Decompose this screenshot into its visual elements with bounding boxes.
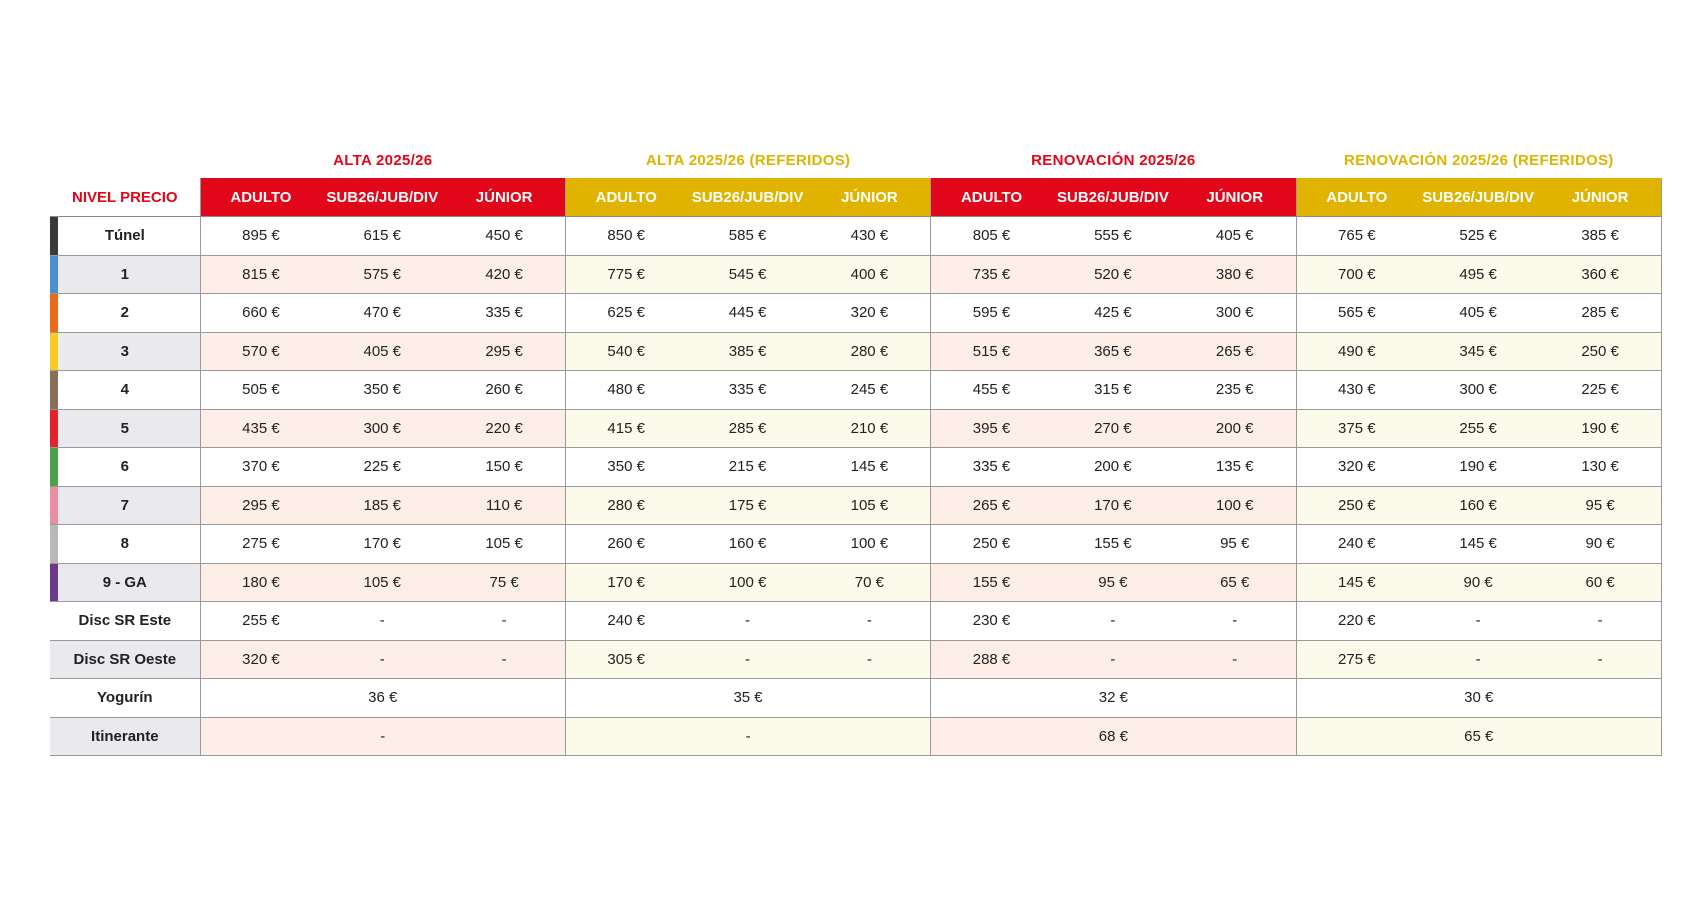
price-cell: -: [687, 602, 809, 641]
table-row: [50, 563, 1662, 602]
column-header: SUB26/JUB/DIV: [687, 178, 809, 217]
table-row: [50, 525, 1662, 564]
price-cell: 490 €: [1296, 332, 1417, 371]
price-cell: 495 €: [1417, 255, 1539, 294]
price-cell: 255 €: [200, 602, 321, 641]
price-cell: -: [1052, 640, 1174, 679]
price-level-label: Túnel: [104, 227, 145, 245]
group-title-row: [50, 142, 1662, 178]
price-cell: 250 €: [1539, 332, 1661, 371]
price-cell: 235 €: [1174, 371, 1296, 410]
price-cell: 70 €: [809, 563, 931, 602]
price-cell: 315 €: [1052, 371, 1174, 410]
price-cell: 335 €: [687, 371, 809, 410]
price-cell-merged: 36 €: [200, 679, 565, 718]
price-cell: 660 €: [200, 294, 321, 333]
price-cell: 230 €: [931, 602, 1052, 641]
price-level-label: 6: [120, 458, 129, 476]
price-cell: 370 €: [200, 448, 321, 487]
price-cell: 545 €: [687, 255, 809, 294]
price-cell: 250 €: [1296, 486, 1417, 525]
price-cell: 735 €: [931, 255, 1052, 294]
column-header: ADULTO: [200, 178, 321, 217]
price-level-label: 2: [120, 304, 129, 322]
price-cell: 350 €: [565, 448, 686, 487]
price-cell: 210 €: [809, 409, 931, 448]
column-header: SUB26/JUB/DIV: [1417, 178, 1539, 217]
price-cell: 100 €: [687, 563, 809, 602]
price-cell: 295 €: [443, 332, 565, 371]
price-cell: 305 €: [565, 640, 686, 679]
price-cell: 555 €: [1052, 217, 1174, 256]
price-cell: 280 €: [809, 332, 931, 371]
price-cell: 585 €: [687, 217, 809, 256]
column-header: ADULTO: [931, 178, 1052, 217]
price-level-cell: [50, 525, 200, 564]
price-cell-merged: 32 €: [931, 679, 1296, 718]
price-cell: 805 €: [931, 217, 1052, 256]
price-cell: 110 €: [443, 486, 565, 525]
price-cell: -: [809, 640, 931, 679]
price-cell: -: [1174, 640, 1296, 679]
price-cell: 180 €: [200, 563, 321, 602]
price-cell: 245 €: [809, 371, 931, 410]
price-cell: 850 €: [565, 217, 686, 256]
price-cell: 225 €: [321, 448, 443, 487]
price-table: [50, 142, 1662, 756]
price-cell: 100 €: [809, 525, 931, 564]
price-cell: 520 €: [1052, 255, 1174, 294]
price-cell: 265 €: [931, 486, 1052, 525]
price-cell: 155 €: [1052, 525, 1174, 564]
price-cell: -: [1539, 602, 1661, 641]
price-level-label: 1: [120, 265, 129, 283]
price-cell: 295 €: [200, 486, 321, 525]
price-cell: 275 €: [1296, 640, 1417, 679]
level-color-swatch: [50, 256, 58, 294]
price-level-cell: [50, 602, 200, 641]
price-cell: 320 €: [1296, 448, 1417, 487]
column-header: SUB26/JUB/DIV: [321, 178, 443, 217]
price-cell: 105 €: [321, 563, 443, 602]
table-row: [50, 294, 1662, 333]
price-level-label: 8: [120, 535, 129, 553]
price-cell: 380 €: [1174, 255, 1296, 294]
price-cell: 335 €: [931, 448, 1052, 487]
price-cell: 250 €: [931, 525, 1052, 564]
price-cell: 570 €: [200, 332, 321, 371]
price-cell: 95 €: [1539, 486, 1661, 525]
column-header: ADULTO: [1296, 178, 1417, 217]
price-cell: 895 €: [200, 217, 321, 256]
price-cell: 525 €: [1417, 217, 1539, 256]
price-cell-merged: 30 €: [1296, 679, 1662, 718]
price-cell: 405 €: [1174, 217, 1296, 256]
price-cell: 155 €: [931, 563, 1052, 602]
column-header: ADULTO: [565, 178, 686, 217]
price-cell: 75 €: [443, 563, 565, 602]
group-title: ALTA 2025/26 (REFERIDOS): [645, 151, 851, 169]
price-cell: 540 €: [565, 332, 686, 371]
price-cell: 190 €: [1417, 448, 1539, 487]
price-cell: 130 €: [1539, 448, 1661, 487]
price-level-label: Disc SR Este: [78, 612, 172, 630]
column-header-row: [50, 178, 1662, 217]
price-cell: 65 €: [1174, 563, 1296, 602]
price-cell: 100 €: [1174, 486, 1296, 525]
price-cell: 625 €: [565, 294, 686, 333]
price-cell: 430 €: [1296, 371, 1417, 410]
price-cell: 175 €: [687, 486, 809, 525]
price-cell: 700 €: [1296, 255, 1417, 294]
price-cell: 185 €: [321, 486, 443, 525]
table-row: [50, 371, 1662, 410]
price-cell: 285 €: [1539, 294, 1661, 333]
price-cell: 90 €: [1539, 525, 1661, 564]
price-cell: 265 €: [1174, 332, 1296, 371]
price-level-cell: [50, 255, 200, 294]
price-level-cell: [50, 448, 200, 487]
price-level-cell: [50, 486, 200, 525]
price-cell: 240 €: [1296, 525, 1417, 564]
level-color-swatch: [50, 448, 58, 486]
table-row: [50, 448, 1662, 487]
table-row: [50, 602, 1662, 641]
price-cell: 430 €: [809, 217, 931, 256]
price-cell: -: [687, 640, 809, 679]
level-color-swatch: [50, 525, 58, 563]
price-cell: 200 €: [1174, 409, 1296, 448]
price-cell: 595 €: [931, 294, 1052, 333]
price-cell: 360 €: [1539, 255, 1661, 294]
price-cell: -: [1052, 602, 1174, 641]
price-cell: -: [443, 640, 565, 679]
price-cell: 480 €: [565, 371, 686, 410]
column-header: SUB26/JUB/DIV: [1052, 178, 1174, 217]
price-cell: 515 €: [931, 332, 1052, 371]
level-color-swatch: [50, 294, 58, 332]
price-cell: 815 €: [200, 255, 321, 294]
price-cell-merged: -: [565, 717, 930, 756]
price-cell-merged: -: [200, 717, 565, 756]
price-cell: 270 €: [1052, 409, 1174, 448]
price-cell: 135 €: [1174, 448, 1296, 487]
price-cell: 285 €: [687, 409, 809, 448]
price-cell: 375 €: [1296, 409, 1417, 448]
table-row: [50, 717, 1662, 756]
price-cell: 775 €: [565, 255, 686, 294]
price-table-container: [50, 142, 1662, 756]
price-cell: 565 €: [1296, 294, 1417, 333]
price-cell: 170 €: [321, 525, 443, 564]
price-cell: 385 €: [1539, 217, 1661, 256]
price-level-cell: [50, 640, 200, 679]
level-color-swatch: [50, 371, 58, 409]
price-cell: 260 €: [565, 525, 686, 564]
group-title: ALTA 2025/26: [333, 151, 433, 169]
table-row: [50, 679, 1662, 718]
group-title: RENOVACIÓN 2025/26 (REFERIDOS): [1343, 151, 1614, 169]
price-cell: 170 €: [565, 563, 686, 602]
price-level-cell: [50, 409, 200, 448]
price-cell: 365 €: [1052, 332, 1174, 371]
price-level-label: Itinerante: [91, 727, 159, 745]
price-cell: 450 €: [443, 217, 565, 256]
price-level-cell: [50, 717, 200, 756]
price-cell: -: [443, 602, 565, 641]
price-cell: 300 €: [1417, 371, 1539, 410]
price-cell: 435 €: [200, 409, 321, 448]
price-cell: 150 €: [443, 448, 565, 487]
price-cell: 415 €: [565, 409, 686, 448]
price-cell: 345 €: [1417, 332, 1539, 371]
price-cell: -: [1174, 602, 1296, 641]
group-title: RENOVACIÓN 2025/26: [1031, 151, 1196, 169]
price-cell: 405 €: [1417, 294, 1539, 333]
column-header: JÚNIOR: [443, 178, 565, 217]
price-cell: 95 €: [1174, 525, 1296, 564]
price-cell: 95 €: [1052, 563, 1174, 602]
price-cell: 300 €: [1174, 294, 1296, 333]
price-cell: 385 €: [687, 332, 809, 371]
price-cell: 280 €: [565, 486, 686, 525]
column-header: JÚNIOR: [1539, 178, 1661, 217]
table-row: [50, 409, 1662, 448]
price-level-cell: [50, 217, 200, 256]
price-cell: -: [1539, 640, 1661, 679]
price-level-cell: [50, 679, 200, 718]
level-color-swatch: [50, 333, 58, 371]
price-cell: 420 €: [443, 255, 565, 294]
price-cell: 445 €: [687, 294, 809, 333]
price-cell: 145 €: [1296, 563, 1417, 602]
price-level-label: 7: [120, 496, 129, 514]
price-cell: 275 €: [200, 525, 321, 564]
price-cell: 200 €: [1052, 448, 1174, 487]
level-color-swatch: [50, 564, 58, 602]
price-cell: -: [321, 640, 443, 679]
price-cell-merged: 65 €: [1296, 717, 1662, 756]
column-header: JÚNIOR: [809, 178, 931, 217]
price-cell: 288 €: [931, 640, 1052, 679]
price-cell-merged: 68 €: [931, 717, 1296, 756]
price-cell: 160 €: [1417, 486, 1539, 525]
price-cell: 215 €: [687, 448, 809, 487]
price-level-label: Yogurín: [97, 689, 153, 707]
price-level-label: 4: [120, 381, 129, 399]
price-level-label: Disc SR Oeste: [73, 650, 177, 668]
price-cell: 470 €: [321, 294, 443, 333]
price-cell: 160 €: [687, 525, 809, 564]
price-cell: 425 €: [1052, 294, 1174, 333]
price-cell: 405 €: [321, 332, 443, 371]
price-cell: 335 €: [443, 294, 565, 333]
price-level-cell: [50, 294, 200, 333]
price-cell: -: [321, 602, 443, 641]
level-color-swatch: [50, 410, 58, 448]
price-cell: 615 €: [321, 217, 443, 256]
price-cell: 765 €: [1296, 217, 1417, 256]
price-cell: 170 €: [1052, 486, 1174, 525]
table-row: [50, 255, 1662, 294]
price-cell: 60 €: [1539, 563, 1661, 602]
column-header: JÚNIOR: [1174, 178, 1296, 217]
group-title-spacer: [50, 142, 200, 178]
price-cell: 240 €: [565, 602, 686, 641]
price-level-cell: [50, 371, 200, 410]
price-cell: 300 €: [321, 409, 443, 448]
price-cell: 105 €: [443, 525, 565, 564]
nivel-precio-header: NIVEL PRECIO: [50, 178, 200, 217]
price-cell: 395 €: [931, 409, 1052, 448]
price-cell: 400 €: [809, 255, 931, 294]
table-row: [50, 332, 1662, 371]
price-cell: 225 €: [1539, 371, 1661, 410]
price-level-label: 3: [120, 342, 129, 360]
price-cell: 350 €: [321, 371, 443, 410]
price-cell: -: [1417, 640, 1539, 679]
price-cell: -: [809, 602, 931, 641]
price-cell: 145 €: [809, 448, 931, 487]
price-level-label: 9 - GA: [102, 573, 147, 591]
price-level-label: 5: [120, 419, 129, 437]
level-color-swatch: [50, 487, 58, 525]
price-cell: 320 €: [809, 294, 931, 333]
price-cell: 320 €: [200, 640, 321, 679]
table-row: [50, 486, 1662, 525]
level-color-swatch: [50, 217, 58, 255]
price-cell: 220 €: [1296, 602, 1417, 641]
price-cell: 505 €: [200, 371, 321, 410]
price-cell: 145 €: [1417, 525, 1539, 564]
price-level-cell: [50, 563, 200, 602]
price-cell: 90 €: [1417, 563, 1539, 602]
price-cell: 575 €: [321, 255, 443, 294]
price-cell: 190 €: [1539, 409, 1661, 448]
price-cell: 260 €: [443, 371, 565, 410]
price-level-cell: [50, 332, 200, 371]
price-cell: -: [1417, 602, 1539, 641]
table-row: [50, 640, 1662, 679]
price-cell: 255 €: [1417, 409, 1539, 448]
price-cell-merged: 35 €: [565, 679, 930, 718]
table-row: [50, 217, 1662, 256]
price-cell: 220 €: [443, 409, 565, 448]
price-cell: 105 €: [809, 486, 931, 525]
price-cell: 455 €: [931, 371, 1052, 410]
